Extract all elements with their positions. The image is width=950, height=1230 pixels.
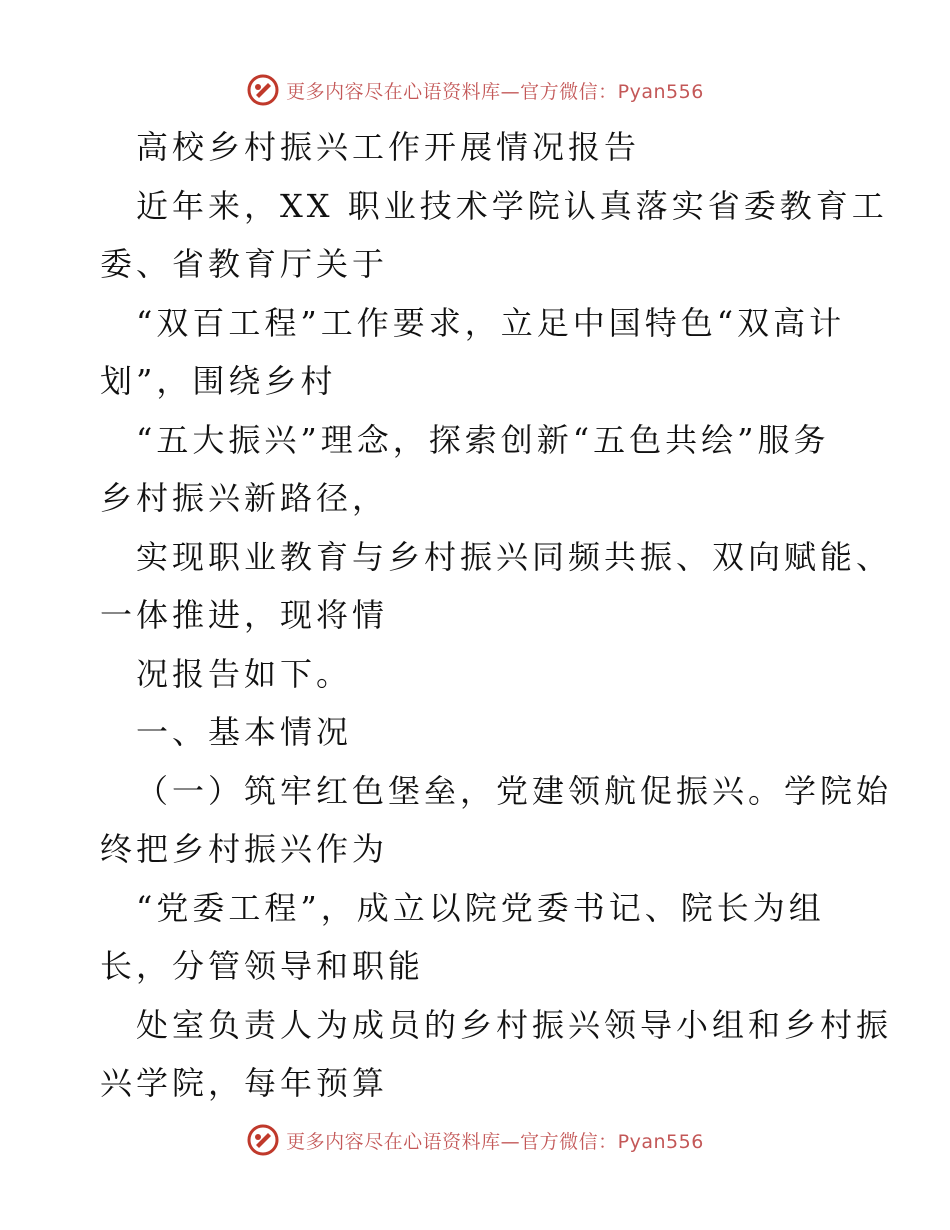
document-body [100,118,893,1113]
paragraph-line: 况报告如下。 [136,654,353,693]
paragraph-line: 终把乡村振兴作为 [100,830,389,868]
paragraph-line: 乡村振兴新路径， [100,479,389,517]
paragraph-line: 一体推进，现将情 [100,596,389,634]
section-heading: 一、基本情况 [136,713,353,751]
paragraph-line: 处室负责人为成员的乡村振兴领导小组和乡村振 [136,1005,893,1044]
paragraph-line: “双百工程”工作要求，立足中国特色“双高计 [136,303,846,342]
document-title: 高校乡村振兴工作开展情况报告 [136,128,641,166]
paragraph-line: “党委工程”，成立以院党委书记、院长为组 [136,888,825,927]
paragraph-line: 近年来，XX 职业技术学院认真落实省委教育工 [136,186,888,225]
paragraph-line: 兴学院，每年预算 [100,1064,389,1102]
paragraph-line: 实现职业教育与乡村振兴同频共振、双向赋能、 [136,537,893,576]
watermark-text: 更多内容尽在心语资料库—官方微信：Pyan556 [286,1130,704,1153]
paragraph-line: 划”，围绕乡村 [100,362,337,400]
header-watermark [0,70,950,110]
paragraph-line: “五大振兴”理念，探索创新“五色共绘”服务 [136,420,830,459]
book-pen-logo-icon [246,73,280,107]
watermark-text: 更多内容尽在心语资料库—官方微信：Pyan556 [286,80,704,103]
footer-watermark [0,1120,950,1160]
paragraph-line: （一）筑牢红色堡垒，党建领航促振兴。学院始 [136,771,893,810]
book-pen-logo-icon [246,1123,280,1157]
paragraph-line: 长，分管领导和职能 [100,947,425,985]
paragraph-line: 委、省教育厅关于 [100,245,389,283]
